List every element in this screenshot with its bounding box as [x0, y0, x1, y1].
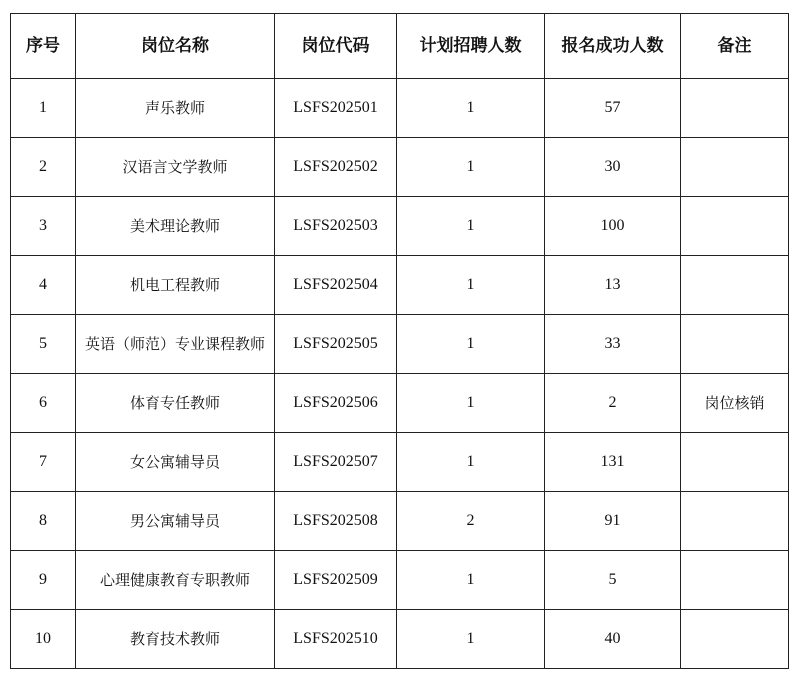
cell-position-name: 美术理论教师	[76, 197, 275, 256]
table-row	[11, 315, 789, 374]
cell-note	[681, 197, 789, 256]
header-position-name: 岗位名称	[76, 14, 275, 79]
cell-planned-hires: 1	[397, 433, 545, 492]
cell-applicants: 33	[545, 315, 681, 374]
cell-planned-hires: 1	[397, 79, 545, 138]
header-no: 序号	[11, 14, 76, 79]
cell-no: 7	[11, 433, 76, 492]
table-row	[11, 197, 789, 256]
cell-position-code: LSFS202505	[275, 315, 397, 374]
cell-applicants: 2	[545, 374, 681, 433]
cell-note	[681, 492, 789, 551]
cell-position-code: LSFS202502	[275, 138, 397, 197]
cell-no: 4	[11, 256, 76, 315]
cell-no: 8	[11, 492, 76, 551]
recruitment-table	[10, 13, 789, 669]
cell-note	[681, 433, 789, 492]
cell-planned-hires: 1	[397, 197, 545, 256]
cell-position-name: 体育专任教师	[76, 374, 275, 433]
cell-planned-hires: 2	[397, 492, 545, 551]
cell-applicants: 5	[545, 551, 681, 610]
table-row	[11, 492, 789, 551]
cell-position-code: LSFS202504	[275, 256, 397, 315]
cell-position-name: 汉语言文学教师	[76, 138, 275, 197]
cell-position-name: 心理健康教育专职教师	[76, 551, 275, 610]
cell-position-name: 英语（师范）专业课程教师	[76, 315, 275, 374]
cell-planned-hires: 1	[397, 610, 545, 669]
cell-no: 10	[11, 610, 76, 669]
cell-planned-hires: 1	[397, 551, 545, 610]
cell-applicants: 131	[545, 433, 681, 492]
cell-position-code: LSFS202510	[275, 610, 397, 669]
table-row	[11, 138, 789, 197]
table-row	[11, 256, 789, 315]
cell-position-code: LSFS202509	[275, 551, 397, 610]
cell-position-code: LSFS202506	[275, 374, 397, 433]
cell-note	[681, 256, 789, 315]
cell-no: 5	[11, 315, 76, 374]
cell-applicants: 91	[545, 492, 681, 551]
cell-planned-hires: 1	[397, 315, 545, 374]
cell-no: 9	[11, 551, 76, 610]
cell-applicants: 13	[545, 256, 681, 315]
cell-no: 3	[11, 197, 76, 256]
table-header-row	[11, 14, 789, 79]
cell-no: 6	[11, 374, 76, 433]
cell-note	[681, 79, 789, 138]
table-row	[11, 433, 789, 492]
cell-applicants: 100	[545, 197, 681, 256]
cell-position-name: 声乐教师	[76, 79, 275, 138]
cell-planned-hires: 1	[397, 374, 545, 433]
cell-planned-hires: 1	[397, 256, 545, 315]
table-row	[11, 374, 789, 433]
cell-no: 1	[11, 79, 76, 138]
header-applicants: 报名成功人数	[545, 14, 681, 79]
table-row	[11, 79, 789, 138]
header-position-code: 岗位代码	[275, 14, 397, 79]
cell-no: 2	[11, 138, 76, 197]
cell-note	[681, 551, 789, 610]
cell-note: 岗位核销	[681, 374, 789, 433]
cell-applicants: 57	[545, 79, 681, 138]
cell-position-code: LSFS202503	[275, 197, 397, 256]
cell-note	[681, 138, 789, 197]
cell-position-name: 机电工程教师	[76, 256, 275, 315]
cell-position-name: 女公寓辅导员	[76, 433, 275, 492]
cell-applicants: 40	[545, 610, 681, 669]
header-note: 备注	[681, 14, 789, 79]
cell-position-name: 教育技术教师	[76, 610, 275, 669]
table-row	[11, 610, 789, 669]
cell-position-code: LSFS202507	[275, 433, 397, 492]
header-planned-hires: 计划招聘人数	[397, 14, 545, 79]
cell-note	[681, 315, 789, 374]
cell-planned-hires: 1	[397, 138, 545, 197]
cell-position-code: LSFS202501	[275, 79, 397, 138]
cell-applicants: 30	[545, 138, 681, 197]
cell-position-name: 男公寓辅导员	[76, 492, 275, 551]
table-row	[11, 551, 789, 610]
cell-position-code: LSFS202508	[275, 492, 397, 551]
cell-note	[681, 610, 789, 669]
